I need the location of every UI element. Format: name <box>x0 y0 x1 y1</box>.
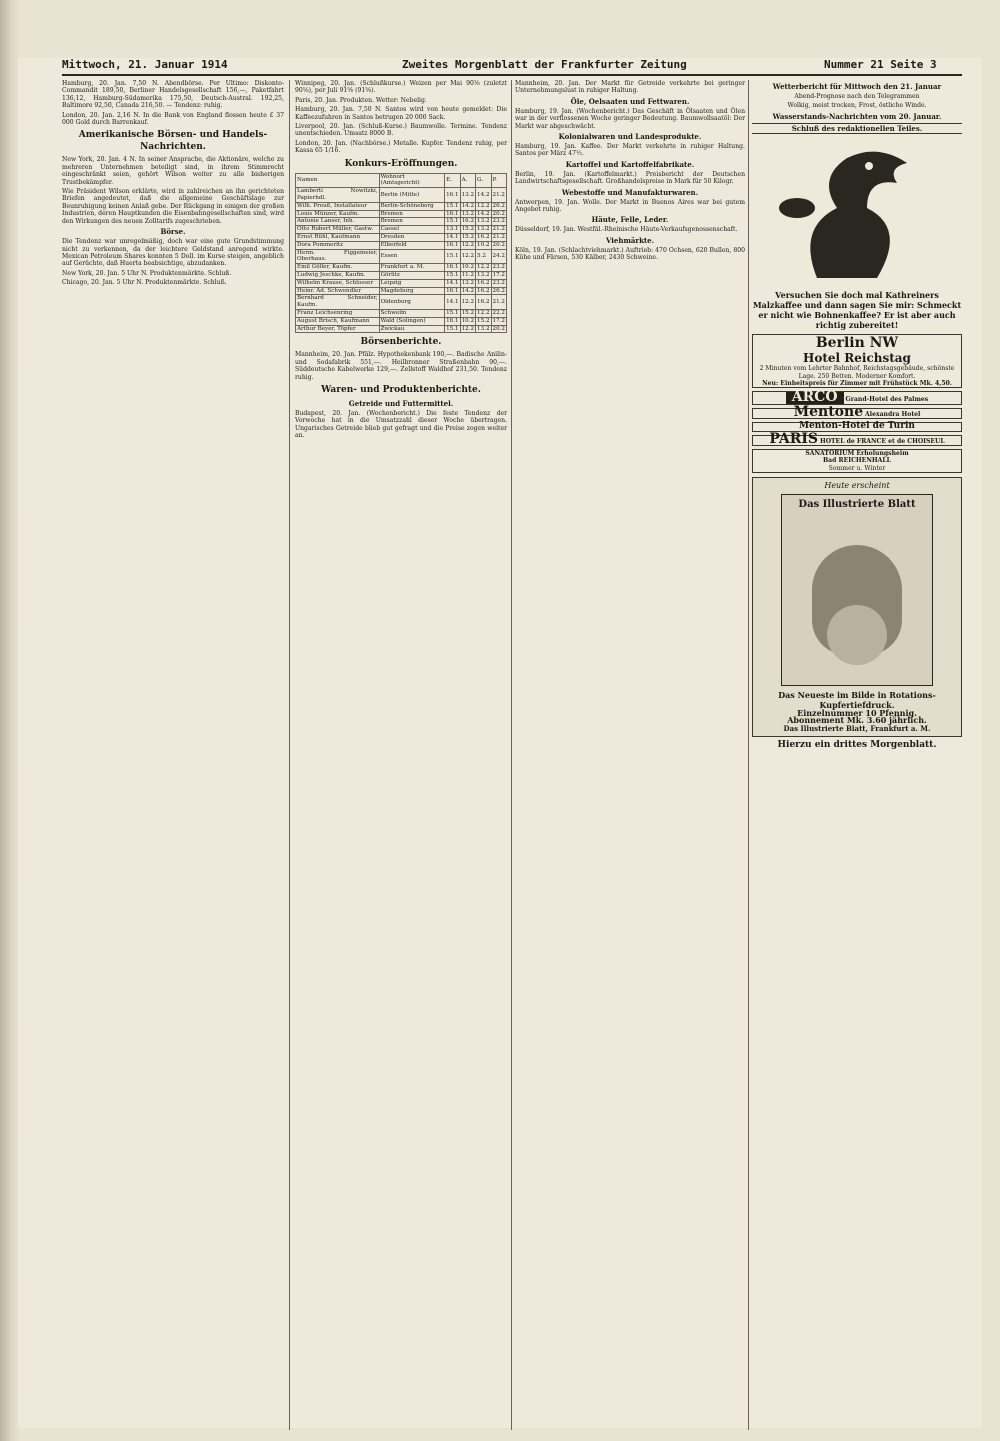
table-cell: 21.2 <box>492 226 505 233</box>
table-cell: 23.2 <box>492 279 505 286</box>
footer-note: Hierzu ein drittes Morgenblatt. <box>777 739 937 750</box>
sanatorium-title: SANATORIUM Erholungsheim <box>805 450 909 458</box>
header-paper-title: Zweites Morgenblatt der Frankfurter Zeitung <box>402 58 687 71</box>
table-cell: 14.2 <box>477 210 490 217</box>
article-paragraph: Berlin, 19. Jan. (Kartoffelmarkt.) Preisbericht der Deutschen Landwirtschaftsgesellschaft. Großhandelspreise in Mark für 50 Kilogr. <box>515 170 745 186</box>
table-cell: 23.2 <box>492 218 505 225</box>
table-cell: 15.2 <box>461 234 475 241</box>
table-cell: Bremen <box>379 210 445 218</box>
menton-turin-title: Menton-Hotel de Turin <box>799 421 915 432</box>
subsection-headline: Börse. <box>160 227 186 237</box>
column-rule <box>748 80 749 1430</box>
column-rule <box>511 80 512 1430</box>
article-paragraph: Köln, 19. Jan. (Schlachtviehmarkt.) Auftrieb: 470 Ochsen, 620 Bullen, 800 Kühe und Färsen, 530 Kälber, 2430 Schweine. <box>515 246 745 262</box>
header-page-number: Nummer 21 Seite 3 <box>824 58 937 71</box>
article-paragraph: Liverpool, 20. Jan. (Schluß-Kurse.) Baumwolle. Termine. Tendenz unentschieden. Umsatz 8000 B. <box>295 123 507 138</box>
table-row <box>296 287 507 295</box>
editorial-end-notice: Schluß des redaktionellen Teiles. <box>752 123 962 134</box>
table-cell: 16.1 <box>445 188 460 203</box>
table-cell: 13.2 <box>477 218 490 225</box>
table-cell: August Brisch, Kaufmann <box>296 317 380 325</box>
table-cell: Magdeburg <box>379 287 445 295</box>
table-cell: Oldenburg <box>379 295 445 310</box>
table-cell: Bremen <box>379 218 445 226</box>
table-cell: 16.1 <box>446 264 459 271</box>
table-header-cell: A. <box>460 173 475 188</box>
table-cell: 21.2 <box>492 234 505 241</box>
mentone-hotel-name: Alexandra Hotel <box>865 410 921 418</box>
header-date: Mittwoch, 21. Januar 1914 <box>62 58 228 71</box>
subsection-headline: Getreide und Futtermittel. <box>348 399 454 409</box>
table-header-cell: E. <box>445 173 460 188</box>
table-cell: Dresden <box>379 234 445 242</box>
table-cell: 20.2 <box>492 325 505 332</box>
magazine-neueste: Das Neueste im Bilde in Rotations-Kupfertiefdruck. <box>778 689 936 710</box>
sanatorium-season: Sommer u. Winter <box>828 464 886 472</box>
table-cell: Franz Leichsenring <box>296 310 380 318</box>
table-cell: Cassel <box>379 226 445 234</box>
arco-logo: ARCO <box>786 392 844 403</box>
table-cell: Arthur Beyer, Töpfer <box>296 325 380 333</box>
table-cell: 17.2 <box>492 317 505 324</box>
table-row <box>296 264 507 272</box>
table-cell: 12.2 <box>461 325 475 332</box>
table-row <box>296 202 507 210</box>
table-cell: Elberfeld <box>379 241 445 249</box>
table-cell: Berlin (Mitte) <box>379 188 445 203</box>
section-headline: Amerikanische Börsen- und Handels-Nachrichten. <box>78 130 268 153</box>
table-cell: Görlitz <box>379 272 445 280</box>
table-cell: 10.2 <box>461 264 475 271</box>
subsection-headline: Kartoffel und Kartoffelfabrikate. <box>565 159 695 169</box>
table-cell: 22.2 <box>492 310 505 316</box>
subsection-headline: Häute, Felle, Leder. <box>591 215 669 225</box>
portrait-beard <box>827 605 887 665</box>
table-cell: 15.1 <box>446 218 459 225</box>
article-paragraph: Paris, 20. Jan. Produkten. Wetter: Nebelig. <box>295 96 427 104</box>
table-cell: 13.2 <box>461 279 475 286</box>
table-row <box>296 317 507 325</box>
article-paragraph: Antwerpen, 19. Jan. Wolle. Der Markt in Buenos Aires war bei gutem Angebot ruhig. <box>515 198 745 214</box>
column-rule <box>289 80 290 1430</box>
table-cell: Zwickau <box>379 325 445 333</box>
article-paragraph: Hamburg, 19. Jan. Kaffee. Der Markt verkehrte in ruhiger Haltung. Santos per März 47½. <box>515 143 745 158</box>
table-cell: 23.2 <box>492 264 505 271</box>
table-cell: Wald (Solingen) <box>379 317 445 325</box>
weather-forecast: Wolkig, meist trocken, Frost, östliche Winde. <box>787 102 927 110</box>
table-cell: Berlin-Schöneberg <box>379 202 445 210</box>
arco-hotel-ad <box>752 391 962 404</box>
table-cell: 16.2 <box>477 287 490 294</box>
table-cell: 16.1 <box>446 287 459 294</box>
article-paragraph: Düsseldorf, 19. Jan. Westfäl.-Rheinische Häute-Verkaufsgenossenschaft. <box>515 226 738 234</box>
hotel-city: Berlin NW <box>815 335 899 352</box>
table-cell: 16.1 <box>446 210 459 217</box>
konkurs-table <box>295 173 507 334</box>
table-cell: 13.2 <box>477 272 490 279</box>
table-row <box>296 295 507 310</box>
table-cell: Wilh. Preuß, Installateur <box>296 202 380 210</box>
table-cell: 15.2 <box>477 317 490 324</box>
table-cell: 13.2 <box>460 188 475 203</box>
table-cell: 12.2 <box>477 202 490 209</box>
table-cell: 26.2 <box>492 287 505 294</box>
table-cell: 16.2 <box>477 279 490 286</box>
goose-illustration <box>757 138 957 288</box>
table-cell: Louis Münzer, Kaufm. <box>296 210 380 218</box>
magazine-price: Einzelnummer 10 Pfennig. <box>797 707 917 718</box>
table-header-cell: P. <box>491 173 506 188</box>
table-row <box>296 279 507 287</box>
magazine-cover-title: Das Illustrierte Blatt <box>798 498 916 510</box>
table-cell: 16.2 <box>476 295 491 310</box>
table-cell: 12.2 <box>460 295 475 310</box>
table-cell: 15.1 <box>446 310 459 316</box>
article-paragraph: Die Tendenz war unregelmäßig, doch war eine gute Grundstimmung nicht zu verkennen, da der leichtere Geldstand anregend wirkte. Mexican Petroleum Shares konnten 5 Doll. im Kurse steigen, angeblich auf Gerüchte, daß Huerta beabsichtige, abzudanken. <box>62 238 284 268</box>
sanatorium-place: Bad REICHENHALL <box>823 457 891 465</box>
table-cell: 14.2 <box>476 188 491 203</box>
table-cell: 21.2 <box>491 295 506 310</box>
weather-subtitle: Abend-Prognose nach den Telegrammen <box>794 93 920 100</box>
hotel-name: Hotel Reichstag <box>803 351 911 366</box>
article-paragraph: Winnipeg, 20. Jan. (Schlußkurse.) Weizen per Mai 90⅛ (zuletzt 90⅛), per Juli 91⅝ (91⅝). <box>295 80 507 95</box>
table-cell: 11.2 <box>461 272 475 279</box>
table-header-cell: Namen <box>296 173 380 188</box>
table-cell: Frankfurt a. M. <box>379 264 445 272</box>
table-cell: 15.1 <box>446 325 459 332</box>
magazine-publisher: Das Illustrierte Blatt, Frankfurt a. M. <box>783 723 931 733</box>
hotel-description: 2 Minuten vom Lehrter Bahnhof, Reichstagsgebäude, schönste Lage. 250 Betten. Moderner Komfort. <box>759 365 955 380</box>
table-cell: 13.2 <box>461 210 475 217</box>
table-cell: 14.1 <box>446 279 459 286</box>
table-cell: 5.2 <box>476 249 491 264</box>
illustrierte-blatt-ad <box>752 477 962 737</box>
article-paragraph: London, 20. Jan. 2,16 N. In die Bank von England flossen heute £ 37 000 Gold durch Barrenkauf. <box>62 111 284 127</box>
table-cell: Essen <box>379 249 445 264</box>
article-paragraph: Hamburg, 19. Jan. (Wochenbericht.) Das Geschäft in Ölsaaten und Ölen war in der verflossenen Woche geringer Bedeutung. Baumwollsaatöl: Der Markt war abgeschwächt. <box>515 107 745 130</box>
article-paragraph: Wie Präsident Wilson erklärte, wird in zahlreichen an ihn gerichteten Briefen angedeutet, daß die allgemeine Geschäftslage zur Beunruhigung keinen Anlaß gebe. Der Rückgang in einigen der großen Industrien, deren Hauptkunden die Eisenbahngesellschaften sind, wird den Wirkungen des neuen Zolltarifs zugeschrieben. <box>62 188 284 225</box>
table-cell: Antonie Lanser, Inh. <box>296 218 380 226</box>
waren-headline: Waren- und Produktenberichte. <box>321 385 481 396</box>
table-cell: 12.2 <box>477 310 490 316</box>
table-cell: 15.1 <box>445 249 460 264</box>
table-cell: 12.2 <box>461 241 475 248</box>
arco-hotel-name: Grand-Hotel des Palmes <box>845 396 929 404</box>
table-cell: Emil Göller, Kaufm. <box>296 264 380 272</box>
article-paragraph: Hamburg, 20. Jan. 7,50 N. Santos wird von heute gemeldet: Die Kaffeezufuhren in Santos betrugen 20 000 Sack. <box>295 106 507 121</box>
table-cell: Schwelm <box>379 310 445 318</box>
boersen-headline: Börsenberichte. <box>360 337 442 348</box>
table-cell: 16.2 <box>461 218 475 225</box>
table-cell: 24.2 <box>491 249 506 264</box>
water-level-headline: Wasserstands-Nachrichten vom 20. Januar. <box>772 111 942 121</box>
table-cell: 15.2 <box>461 310 475 316</box>
table-row <box>296 226 507 234</box>
table-cell: 15.2 <box>461 226 475 233</box>
table-cell: Wilhelm Krause, Schlosser <box>296 279 380 287</box>
table-cell: 13.2 <box>477 226 490 233</box>
table-cell: Lamberti Nowitzki, Papierhdl. <box>297 188 378 202</box>
mentone-title: Mentone <box>793 403 864 420</box>
article-paragraph: Chicago, 20. Jan. 5 Uhr N. Produktenmärkte. Schluß. <box>62 279 227 287</box>
subsection-headline: Kolonialwaren und Landesprodukte. <box>558 132 702 142</box>
article-paragraph: New York, 20. Jan. 4 N. In seiner Ansprache, die Aktionäre, welche zu mehreren Unternehmen beteiligt sind, in ihrem Stimmrecht eingeschränkt seien, gehört Wilson weiter zu alle bisherigen Trustbekämpfer. <box>62 156 284 186</box>
table-row <box>296 310 507 318</box>
article-paragraph: Mannheim, 20. Jan. Der Markt für Getreide verkehrte bei geringer Unternehmungslust in ruhiger Haltung. <box>515 80 745 95</box>
table-cell: 13.1 <box>446 226 459 233</box>
table-cell: 16.1 <box>446 317 459 324</box>
table-cell: Leipzig <box>379 279 445 287</box>
column-4 <box>752 80 962 1420</box>
table-cell: Ernst Rühl, Kaufmann <box>296 234 380 242</box>
subsection-headline: Viehmärkte. <box>605 235 655 245</box>
table-header-cell: G. <box>476 173 491 188</box>
table-cell: 17.2 <box>492 272 505 279</box>
book-gutter <box>0 0 20 1441</box>
table-cell: 20.2 <box>492 241 505 248</box>
article-paragraph: Mannheim, 20. Jan. Pfälz. Hypothekenbank 190,—. Badische Anilin- und Sodafabrik 551,—. Heilbronner Straßenbahn 90,—. Süddeutsche Kabelwerke 129,—. Zellstoff Waldhof 231,50. Tendenz ruhig. <box>295 351 507 381</box>
magazine-heute: Heute erscheint <box>824 481 890 491</box>
table-cell: 15.1 <box>446 202 459 209</box>
magazine-cover <box>781 494 933 686</box>
table-cell: 14.1 <box>445 295 460 310</box>
article-paragraph: Hamburg, 20. Jan. 7,50 N. Abendbörse. Per Ultimo: Diskonto-Commandit 189,50, Berliner Handelsgesellschaft 156,—, Paketfahrt 136,12, Hamburg-Südamerika 175,50, Deutsch-Austral. 192,25, Baltimore 92,50, Canada 216,50. — Tendenz: ruhig. <box>62 80 284 110</box>
table-row <box>296 241 507 249</box>
weather-headline: Wetterbericht für Mittwoch den 21. Januar <box>772 82 942 91</box>
table-cell: 13.2 <box>477 325 490 332</box>
table-cell: 12.2 <box>477 264 490 271</box>
sanatorium-ad <box>752 449 962 473</box>
table-row <box>296 325 507 333</box>
table-header-cell: Wohnort (Amtsgericht) <box>379 173 445 188</box>
table-cell: 16.2 <box>477 234 490 241</box>
magazine-subscription: Abonnement Mk. 3.60 jährlich. <box>787 715 927 726</box>
table-row <box>296 188 507 203</box>
table-cell: 10.2 <box>461 317 475 324</box>
hotel-price: Neu: Einheitspreis für Zimmer mit Frühstück Mk. 4,50. <box>762 380 952 388</box>
table-cell: 14.1 <box>446 234 459 241</box>
table-cell: Dora Pommeritz <box>296 241 380 249</box>
table-cell: 26.2 <box>492 202 505 209</box>
column-2 <box>295 80 507 1420</box>
table-cell: Otto Robert Müller, Gastw. <box>296 226 380 234</box>
kathreiner-ad <box>752 138 962 330</box>
subsection-headline: Webestoffe und Manufakturwaren. <box>561 187 699 197</box>
table-header-row <box>296 173 507 188</box>
table-row <box>296 272 507 280</box>
table-row <box>296 249 507 264</box>
kathreiner-slogan: Versuchen Sie doch mal Kathreiners Malzkaffee und dann sagen Sie mir: Schmeckt er nicht wie Bohnenkaffee? Er ist aber auch richtig zubereitet! <box>752 290 962 331</box>
table-cell: 16.1 <box>446 241 459 248</box>
paris-hotel-ad <box>752 430 962 447</box>
table-cell: 10.2 <box>477 241 490 248</box>
konkurs-headline: Konkurs-Eröffnungen. <box>344 158 458 169</box>
column-3 <box>515 80 745 1420</box>
table-cell: 14.2 <box>461 202 475 209</box>
table-cell: 21.2 <box>491 188 506 203</box>
subsection-headline: Öle, Oelsaaten und Fettwaren. <box>570 96 690 106</box>
table-row <box>296 210 507 218</box>
column-1 <box>62 80 284 1420</box>
table-cell: 12.2 <box>460 249 475 264</box>
mentone-hotel-ad <box>752 403 962 420</box>
table-row <box>296 218 507 226</box>
hotel-reichstag-ad <box>752 334 962 388</box>
paris-title: PARIS <box>769 430 819 447</box>
table-cell: 20.2 <box>492 210 505 217</box>
table-cell: Heinr. Ad. Schwendler <box>296 287 380 295</box>
article-paragraph: New York, 20. Jan. 5 Uhr N. Produktenmärkte. Schluß. <box>62 269 232 277</box>
article-paragraph: Budapest, 20. Jan. (Wochenbericht.) Die feste Tendenz der Vorwoche hat in die Umsatzzahl dieser Woche übertragen. Ungarisches Getreide blieb gut gefragt und die Preise zogen weiter an. <box>295 410 507 440</box>
table-cell: 14.2 <box>461 287 475 294</box>
table-cell: Herm. Figgemeier, Oberhaus. <box>297 249 378 263</box>
table-cell: Ludwig Jeschke, Kaufm. <box>296 272 380 280</box>
paris-hotel-name: HOTEL de FRANCE et de CHOISEUL <box>819 437 945 445</box>
article-paragraph: London, 20. Jan. (Nachbörse.) Metalle. Kupfer. Tendenz ruhig, per Kassa 65 1/16. <box>295 139 507 155</box>
table-cell: Bernhard Schneider, Kaufm. <box>297 295 378 309</box>
table-row <box>296 234 507 242</box>
table-cell: 15.1 <box>446 272 459 279</box>
page-header <box>62 58 962 76</box>
